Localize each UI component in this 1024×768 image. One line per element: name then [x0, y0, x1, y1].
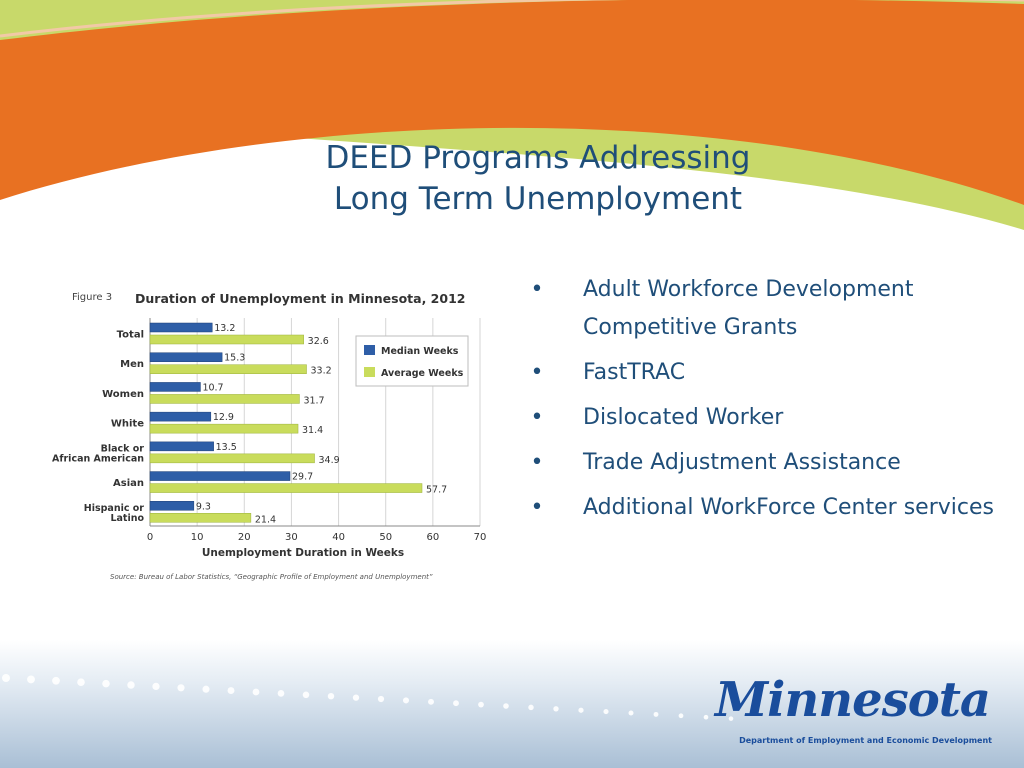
footer-dot [679, 713, 684, 718]
legend-label-average: Average Weeks [381, 368, 464, 379]
average-bar [150, 365, 307, 374]
average-value-label: 31.7 [303, 395, 325, 407]
average-bar [150, 484, 422, 493]
median-value-label: 13.5 [215, 441, 237, 453]
unemployment-duration-chart [40, 280, 500, 590]
category-label: Latino [110, 512, 144, 524]
footer-dot [453, 700, 459, 706]
category-label: Women [102, 388, 144, 400]
median-value-label: 10.7 [202, 382, 224, 394]
median-bar [150, 442, 214, 451]
average-bar [150, 454, 315, 463]
logo-wordmark: Minnesota [714, 672, 990, 728]
footer-dot [52, 677, 60, 685]
minnesota-deed-logo [714, 672, 996, 750]
footer-dot [2, 674, 10, 682]
average-value-label: 32.6 [307, 336, 329, 347]
legend-label-median: Median Weeks [381, 346, 459, 357]
median-bar [150, 412, 211, 421]
x-tick-label: 50 [379, 532, 393, 543]
bullet-icon: • [530, 277, 544, 302]
x-tick-label: 0 [146, 532, 154, 543]
footer-dot [378, 696, 384, 702]
median-value-label: 29.7 [292, 471, 314, 483]
average-bar [150, 513, 251, 522]
median-value-label: 15.3 [224, 352, 246, 364]
footer-dot [228, 687, 235, 694]
footer-dot [152, 683, 159, 690]
program-list-item [527, 354, 997, 392]
program-list-item [527, 399, 997, 437]
footer-dot [654, 712, 659, 717]
category-label: Men [120, 359, 144, 371]
footer-dot [303, 692, 310, 699]
footer-dot [629, 711, 634, 716]
footer-dot [578, 708, 583, 713]
footer-dot [253, 689, 260, 696]
median-bar [150, 472, 290, 481]
footer-dot [328, 693, 334, 699]
category-label: African American [52, 453, 144, 465]
bullet-icon: • [530, 450, 544, 475]
footer-dot [528, 705, 533, 710]
x-axis-title: Unemployment Duration in Weeks [201, 547, 405, 559]
category-label: Hispanic or [83, 502, 144, 514]
bullet-icon: • [530, 360, 544, 385]
category-label: Total [116, 329, 144, 341]
legend-swatch-median [364, 345, 375, 355]
x-tick-label: 40 [332, 532, 345, 543]
median-bar [150, 501, 194, 510]
footer-dot [704, 715, 709, 720]
footer-dot [503, 703, 509, 709]
program-label: Adult Workforce Development Competitive Grants [583, 277, 914, 340]
average-bar [150, 335, 304, 344]
footer-dot [202, 686, 209, 693]
x-tick-label: 10 [190, 532, 204, 543]
footer-dot [478, 702, 484, 708]
average-value-label: 21.4 [254, 514, 277, 526]
x-tick-label: 20 [237, 532, 251, 543]
footer-dot [177, 684, 184, 691]
median-value-label: 9.3 [195, 501, 211, 513]
category-label: Asian [113, 478, 144, 490]
average-bar [150, 424, 298, 433]
category-label: White [110, 418, 144, 430]
slide-title [200, 138, 876, 220]
footer-dot [428, 699, 434, 705]
median-value-label: 12.9 [212, 412, 234, 424]
x-tick-label: 70 [473, 532, 487, 543]
footer-dot [278, 690, 285, 697]
chart-background [40, 280, 500, 590]
x-tick-label: 60 [426, 532, 440, 543]
program-label: Trade Adjustment Assistance [583, 450, 901, 475]
program-label: Dislocated Worker [583, 405, 784, 430]
legend-swatch-average [364, 367, 375, 377]
program-list [527, 271, 997, 534]
footer-dot [553, 706, 558, 711]
footer-dot [77, 678, 85, 686]
program-list-item [527, 271, 997, 347]
average-value-label: 57.7 [426, 484, 448, 496]
chart-source: Source: Bureau of Labor Statistics, “Geographic Profile of Employment and Unemployment” [110, 573, 433, 581]
footer-dot [353, 694, 359, 700]
figure-label: Figure 3 [72, 292, 113, 303]
median-bar [150, 382, 200, 391]
average-value-label: 34.9 [318, 454, 340, 466]
footer-dot [603, 709, 608, 714]
chart-title: Duration of Unemployment in Minnesota, 2012 [135, 291, 466, 306]
category-label: Black or [100, 443, 144, 455]
footer-dot [127, 681, 134, 688]
footer-dot [27, 675, 35, 683]
average-value-label: 33.2 [310, 365, 332, 377]
median-value-label: 13.2 [214, 323, 236, 334]
program-list-item [527, 444, 997, 482]
program-label: Additional WorkForce Center services [583, 495, 994, 520]
median-bar [150, 323, 212, 332]
footer-dot [403, 697, 409, 703]
slide-title-line-1: DEED Programs Addressing [325, 140, 751, 176]
program-list-item [527, 489, 997, 527]
program-label: FastTRAC [583, 360, 686, 385]
average-value-label: 31.4 [302, 425, 324, 437]
x-tick-label: 30 [285, 532, 298, 543]
bullet-icon: • [530, 495, 544, 520]
bullet-icon: • [530, 405, 544, 430]
logo-subtitle: Department of Employment and Economic Development [739, 736, 992, 745]
average-bar [150, 394, 299, 403]
footer-dot [102, 680, 110, 688]
median-bar [150, 353, 222, 362]
slide-title-line-2: Long Term Unemployment [333, 181, 743, 217]
